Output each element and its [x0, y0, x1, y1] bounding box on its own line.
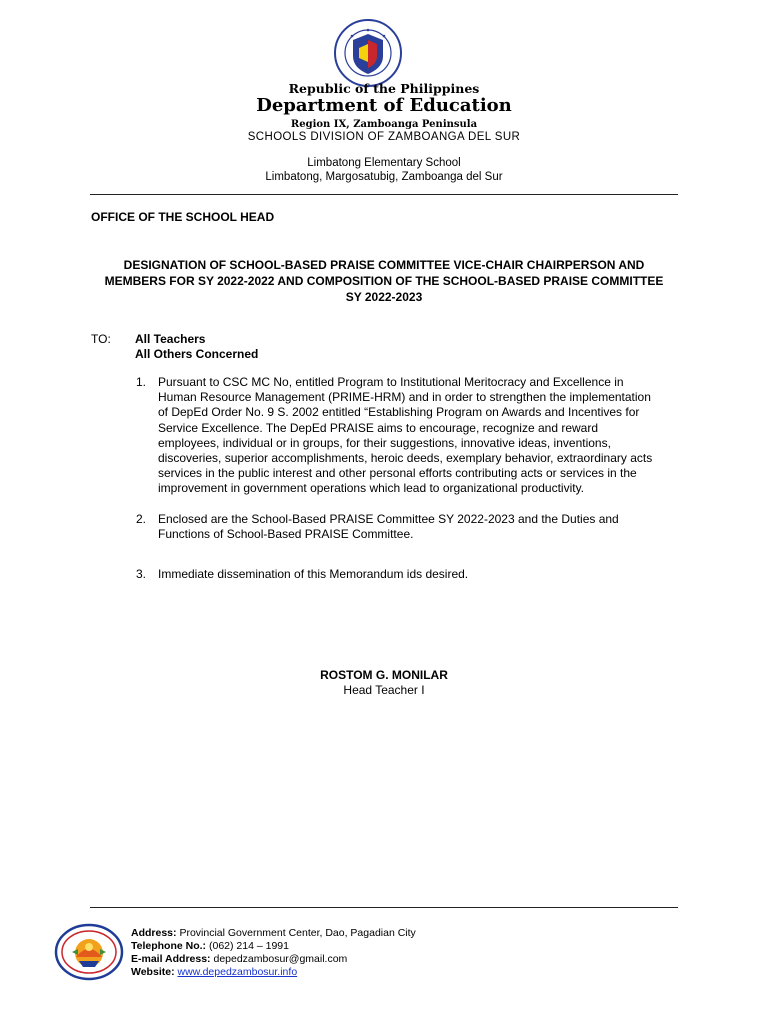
paragraph-line: improvement in government operations which lead to organizational productivity. — [158, 481, 585, 496]
subject-line: DESIGNATION OF SCHOOL-BASED PRAISE COMMITTEE VICE-CHAIR CHAIRPERSON AND — [123, 258, 645, 272]
subject-line: SY 2022-2023 — [345, 290, 423, 304]
school-address: Limbatong, Margosatubig, Zamboanga del Sur — [265, 171, 503, 183]
paragraph — [158, 375, 688, 497]
email-label: E-mail Address: — [131, 953, 211, 965]
paragraph-line: employees, individual or in groups, for their suggestions, innovative ideas, inventions, — [158, 435, 611, 450]
paragraph-line: Enclosed are the School-Based PRAISE Committee SY 2022-2023 and the Duties and — [158, 512, 619, 526]
paragraph-line: Human Resource Management (PRIME-HRM) and in order to strengthen the implementation — [158, 390, 651, 405]
signatory-title: Head Teacher I — [343, 683, 425, 697]
website-label: Website: — [131, 966, 175, 978]
paragraph-line: of DepEd Order No. 9 S. 2002 entitled “Establishing Program on Awards and Incentives for — [158, 405, 640, 420]
division-logo — [54, 923, 124, 981]
footer-phone — [131, 940, 289, 952]
phone-value: (062) 214 – 1991 — [208, 940, 289, 952]
footer-divider — [90, 907, 678, 908]
phone-label: Telephone No.: — [131, 940, 207, 952]
republic-line: Republic of the Philippines — [288, 81, 480, 96]
division-line: SCHOOLS DIVISION OF ZAMBOANGA DEL SUR — [247, 131, 521, 143]
paragraph-line: discoveries, superior accomplishments, heroic deeds, exemplary behavior, extraordinary acts — [158, 451, 653, 466]
website-link[interactable]: www.depedzambosur.info — [177, 966, 298, 978]
footer-email — [131, 953, 347, 965]
footer-website — [131, 966, 297, 978]
to-label: TO: — [91, 332, 111, 346]
region-line: Region IX, Zamboanga Peninsula — [290, 119, 478, 130]
footer-address — [131, 927, 416, 939]
paragraph-line: Pursuant to CSC MC No, entitled Program to Institutional Meritocracy and Excellence in — [158, 375, 624, 389]
paragraph — [158, 567, 688, 582]
paragraph-number: 2. — [136, 512, 147, 526]
paragraph-number: 1. — [136, 375, 147, 389]
subject-line: MEMBERS FOR SY 2022-2022 AND COMPOSITION OF THE SCHOOL-BASED PRAISE COMMITTEE — [104, 274, 664, 288]
address-value: Provincial Government Center, Dao, Pagadian City — [179, 927, 416, 939]
office-heading: OFFICE OF THE SCHOOL HEAD — [91, 210, 275, 224]
recipient: All Teachers — [135, 332, 206, 346]
paragraph-line: Functions of School-Based PRAISE Committee. — [158, 527, 414, 542]
signatory-name: ROSTOM G. MONILAR — [320, 668, 448, 682]
deped-seal-logo — [333, 18, 403, 88]
recipient: All Others Concerned — [135, 347, 259, 361]
school-name: Limbatong Elementary School — [307, 157, 461, 169]
paragraph-line: Service Excellence. The DepEd PRAISE aims to encourage, recognize and reward — [158, 420, 599, 435]
header-divider — [90, 194, 678, 195]
department-title: Department of Education — [256, 95, 512, 116]
paragraph — [158, 512, 688, 542]
memo-subject — [90, 257, 678, 305]
paragraph-line: services in the public interest and other personal efforts contributing acts or services in the — [158, 466, 637, 481]
address-label: Address: — [131, 927, 177, 939]
email-value: depedzambosur@gmail.com — [213, 953, 348, 965]
paragraph-number: 3. — [136, 567, 147, 581]
paragraph-line: Immediate dissemination of this Memorandum ids desired. — [158, 567, 469, 581]
